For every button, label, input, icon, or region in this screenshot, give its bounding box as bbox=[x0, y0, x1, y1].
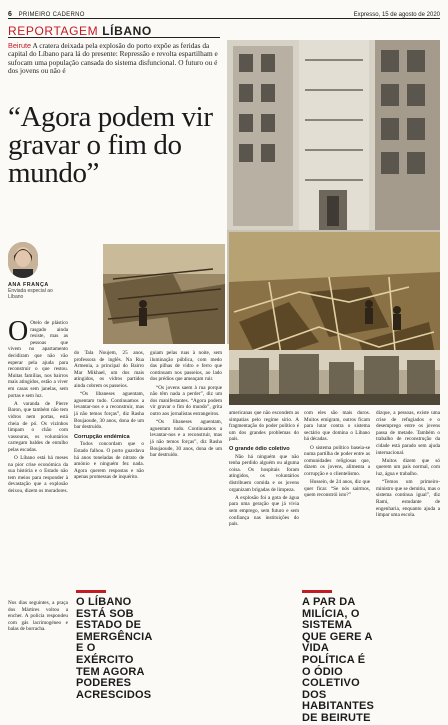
pull-quote-bar bbox=[76, 590, 106, 593]
column-4-paragraph-3: A explosão foi a gota de água para uma geração que já vivia sem emprego, sem futuro e sem confiança nas instituições do país. bbox=[229, 494, 299, 528]
column-5-paragraph-3: Hussein, de 24 anos, diz que quer ficar. “Se nós sairmos, quem reconstrói isto?” bbox=[304, 479, 370, 499]
column-3-paragraph-1: guiam pelas ruas à noite, sem iluminação pública, com medo das pilhas de vidro e ferro que continuam nos passeios, ao lado dos prédios que ameaçam ruir. bbox=[150, 350, 222, 383]
edition-date: Expresso, 15 de agosto de 2020 bbox=[353, 12, 440, 18]
drop-cap: O bbox=[8, 320, 29, 347]
section-name: PRIMEIRO CADERNO bbox=[18, 12, 85, 18]
article-column-1 bbox=[8, 320, 68, 600]
column-6-paragraph-3: “Temos um primeiro-ministro que se demitiu, mas o sistema continua igual”, diz Rami, estudante de engenharia, enquanto ajuda a limpar uma escola. bbox=[376, 479, 440, 519]
balcony-photo-image bbox=[103, 244, 225, 344]
balcony-photo bbox=[103, 244, 225, 344]
kicker-category: REPORTAGEM bbox=[8, 24, 99, 38]
column-2-paragraph-1: do Tala Noujem, 25 anos, professora de inglês. Na Rua Armenia, a principal do Bairro Mar Mikhael, um dos mais atingidos, os vidros partidos ainda cobrem os passeios. bbox=[74, 350, 144, 389]
column-1-paragraph-4: Nos dias seguintes, a praça dos Mártires voltou a encher. A polícia respondeu com gás lacrimogéneo e balas de borracha. bbox=[8, 600, 68, 633]
column-5-paragraph-1: com eles são mais duros. Muitos emigram, outros ficam para lutar contra o sistema sectário que domina o Líbano há décadas. bbox=[304, 410, 370, 443]
column-1-paragraph-2: A varanda de Pierre Baron, que também não tem vidros nem portas, está cheia de pó. Os vizinhos limpam o chão com vassouras, os voluntários carregam baldes de entulho pelas escadas. bbox=[8, 400, 68, 453]
column-1-paragraph-3: O Líbano está há meses na pior crise económica da sua história e o Estado não tem meios para responder à devastação que a explosão deixou, dizem os moradores. bbox=[8, 455, 68, 495]
pull-quote-right bbox=[302, 590, 374, 725]
column-4-paragraph-2: Não há ninguém que não tenha perdido alguém ou alguma coisa. Os hospitais foram atingidos, os voluntários distribuem comida e os jovens organizam brigadas de limpeza. bbox=[229, 453, 299, 493]
column-6-paragraph-2: Muitos dizem que só querem um país normal, com luz, água e trabalho. bbox=[376, 457, 440, 477]
subhead-collective-hatred: O grande ódio coletivo bbox=[229, 445, 290, 452]
pull-quote-left bbox=[76, 590, 152, 701]
column-3-paragraph-3: “Os libaneses aguentam, aguentam tudo. Continuamos a levantar-nos e a reconstruir, mas já não temos forças”, diz Rasha Boujaoude, 30 anos, dona de um bar destruído. bbox=[150, 419, 222, 459]
street-photo bbox=[229, 350, 440, 405]
street-photo-image bbox=[229, 350, 440, 405]
article-column-2 bbox=[74, 350, 144, 585]
article-column-5 bbox=[304, 410, 370, 585]
column-5-paragraph-2: O sistema político baseia-se numa partilha de poder entre as comunidades religiosas que, dizem os jovens, alimenta a corrupção e o clientelismo. bbox=[304, 444, 370, 477]
article-column-4 bbox=[229, 410, 299, 708]
pull-quote-right-text: A PAR DA MILÍCIA, O SISTEMA QUE GERE A VIDA POLÍTICA É O ÓDIO COLETIVO DOS HABITANTES DE BEIRUTE bbox=[302, 596, 375, 724]
article-column-1-continued bbox=[8, 600, 68, 708]
column-2-paragraph-3: Todos concordam que o Estado falhou. O porto guardava há anos toneladas de nitrato de amónio e ninguém fez nada. Agora querem respostas e não apenas promessas de inquérito. bbox=[74, 441, 144, 481]
standfirst-text: A cratera deixada pela explosão do porto expõe as feridas da capital do Líbano para lá do presente: Repressão e revolta espartilham e sufocam uma população cansada do sistema disfuncional. O futuro ou é dos jovens ou não é bbox=[8, 41, 218, 76]
column-4-paragraph-1: americanas que não escondem as simpatias pelo regime sírio. A fragmentação do poder político é um dos grandes problemas do país. bbox=[229, 410, 299, 443]
page-header bbox=[8, 6, 440, 19]
pull-quote-bar-right bbox=[302, 590, 332, 593]
standfirst bbox=[8, 42, 220, 76]
standfirst-tag: Beirute bbox=[8, 41, 32, 50]
byline bbox=[8, 282, 58, 300]
article-column-3 bbox=[150, 350, 222, 708]
section-kicker bbox=[8, 22, 220, 38]
column-3-paragraph-2: “Os jovens saem à rua porque não têm nada a perder”, diz um dos manifestantes. “Agora podem vir gravar o fim do mundo”, grita outro aos jornalistas estrangeiros. bbox=[150, 384, 222, 417]
author-role: Enviada especial ao Líbano bbox=[8, 288, 53, 300]
pull-quote-left-text: O LÍBANO ESTÁ SOB ESTADO DE EMERGÊNCIA E O EXÉRCITO TEM AGORA PODERES ACRESCIDOS bbox=[76, 596, 153, 701]
author-avatar bbox=[8, 242, 38, 278]
subhead-corruption: Corrupção endémica bbox=[74, 433, 130, 440]
article-column-6 bbox=[376, 410, 440, 708]
author-photo bbox=[8, 242, 38, 278]
column-2-paragraph-2: “Os libaneses aguentam, aguentam tudo. Continuamos a levantar-nos e a reconstruir, mas já não temos forças”, diz Rasha Boujaoude, 30 anos, dona de um bar destruído. bbox=[74, 391, 144, 431]
kicker-topic: LÍBANO bbox=[102, 24, 152, 38]
headline: “Agora podem vir gravar o fim do mundo” bbox=[8, 101, 213, 189]
column-1-paragraph-1: Otelo de plástico rasgado ainda resiste, mas as pessoas que vivem no apartamento decidiram que não vão esperar pela ajuda para reconstruir o que restou. Muitas famílias, nos bairros mais atingidos, estão a viver em casas sem janelas, sem portas e sem luz. bbox=[8, 320, 68, 399]
page-number: 6 bbox=[8, 11, 12, 18]
author-name: ANA FRANÇA bbox=[8, 282, 49, 288]
column-6-paragraph-1: dizque, a pessoas, existe uma crise de refugiados e o desemprego entre os jovens passa de metade. Também o trabalho de reconstrução da cidade está parado sem ajuda internacional. bbox=[376, 410, 440, 456]
